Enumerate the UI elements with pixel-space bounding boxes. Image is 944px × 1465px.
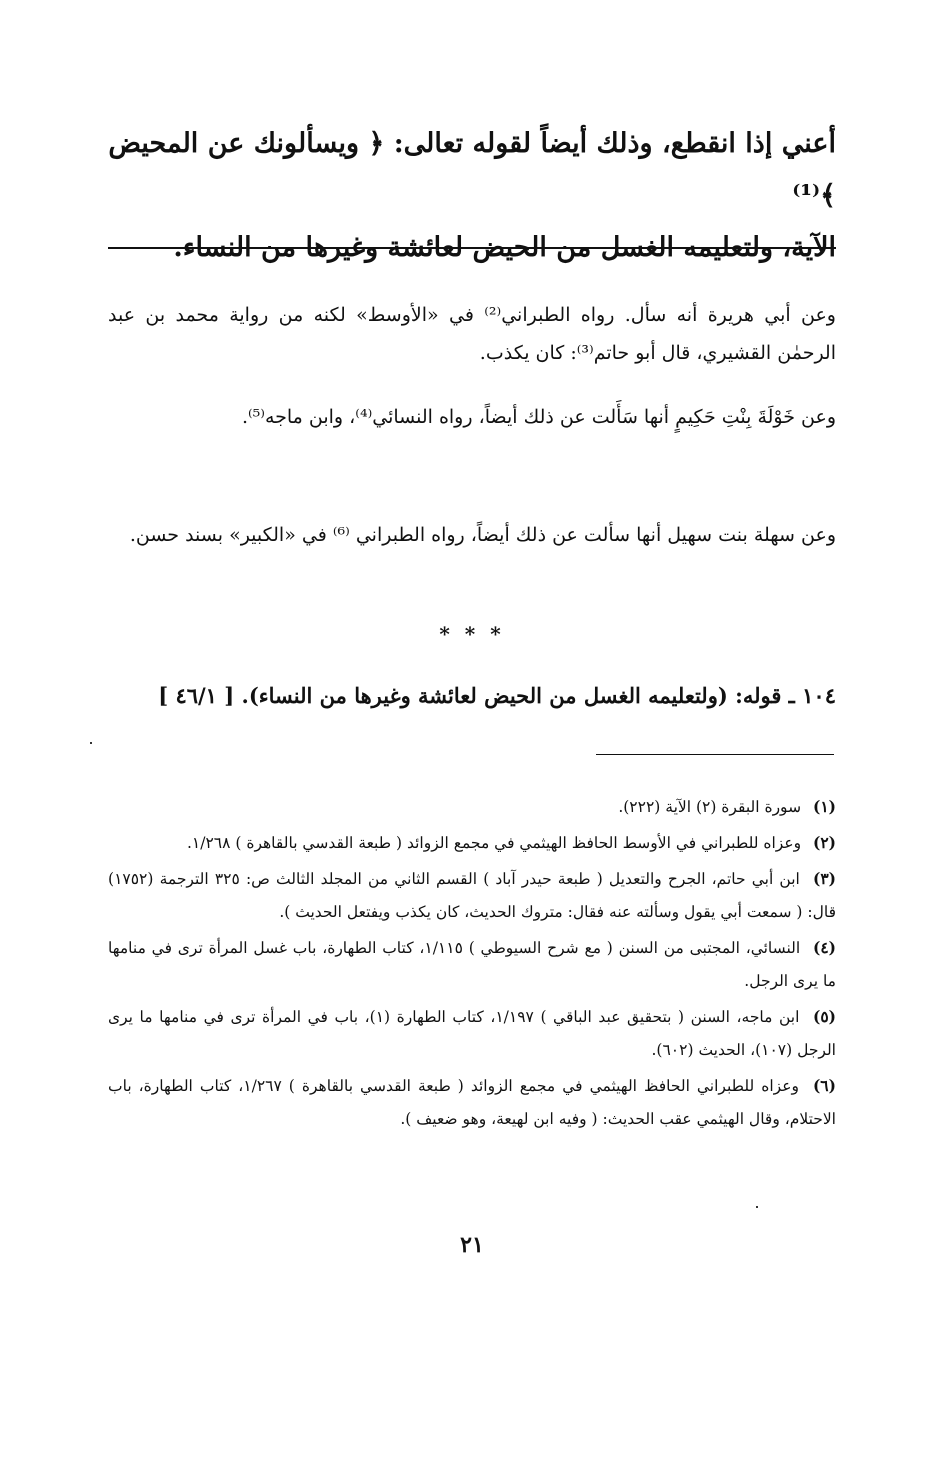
footnote-text: ابن أبي حاتم، الجرح والتعديل ( طبعة حيدر آباد ) القسم الثاني من المجلد الثالث ص: ٣٢٥ الترجمة (١٧٥٢) قال: ( سمعت أبي يقول وسألته عنه فقال: متروك الحديث، كان يكذب ويفتعل الحديث ). — [108, 870, 836, 921]
footnote-3 — [108, 862, 836, 929]
top-divider — [108, 247, 836, 249]
footnote-text: سورة البقرة (٢) الآية (٢٢٢). — [618, 798, 802, 816]
footnote-text: وعزاه للطبراني الحافظ الهيثمي في مجمع الزوائد ( طبعة القدسي بالقاهرة ) ١/٢٦٧، كتاب الطهارة، باب الاحتلام، وقال الهيثمي عقب الحديث: ( وفيه ابن لهيعة، وهو ضعيف ). — [108, 1077, 836, 1128]
scan-speck — [756, 1206, 758, 1208]
footnote-number: (٦) — [812, 1076, 836, 1095]
footnote-5 — [108, 1000, 836, 1067]
footnote-text: وعزاه للطبراني في الأوسط الحافظ الهيثمي في مجمع الزوائد ( طبعة القدسي بالقاهرة ) ١/٢٦٨. — [186, 834, 802, 852]
footnote-number: (١) — [812, 797, 836, 816]
footnote-number: (٤) — [812, 938, 836, 957]
footnote-number: (٢) — [812, 833, 836, 852]
footnote-text: ابن ماجه، السنن ( بتحقيق عبد الباقي ) ١/١٩٧، كتاب الطهارة (١)، باب في المرأة ترى في منامها ما يرى الرجل (١٠٧)، الحديث (٦٠٢). — [108, 1008, 836, 1059]
footnote-text: النسائي، المجتبى من السنن ( مع شرح السيوطي ) ١/١١٥، كتاب الطهارة، باب غسل المرأة ترى في منامها ما يرى الرجل. — [108, 939, 836, 990]
page-number: ٢١ — [460, 1232, 484, 1258]
footnote-divider — [596, 754, 834, 755]
intro-line-1: أعني إذا انقطع، وذلك أيضاً لقوله تعالى: ﴿ ويسألونك عن المحيض ﴾⁽¹⁾ — [108, 128, 836, 211]
section-heading: ١٠٤ ـ قوله: (ولتعليمه الغسل من الحيض لعائشة وغيرها من النساء). [ ٤٦/١ ] — [158, 683, 836, 708]
footnote-2 — [108, 826, 836, 860]
paragraph-khawla: وعن خَوْلَةَ بِنْتِ حَكِيمٍ أنها سَأَلت عن ذلك أيضاً، رواه النسائي⁽⁴⁾، وابن ماجه⁽⁵⁾. — [241, 406, 836, 428]
footnote-6 — [108, 1069, 836, 1136]
footnote-number: (٣) — [812, 869, 836, 888]
footnote-1 — [108, 790, 836, 824]
intro-text — [108, 118, 836, 274]
section-separator: * * * — [439, 622, 505, 646]
footnote-number: (٥) — [812, 1007, 836, 1026]
footnotes — [108, 790, 836, 1138]
footnote-4 — [108, 931, 836, 998]
scan-speck — [90, 742, 92, 744]
paragraph-abu-hurayra: وعن أبي هريرة أنه سأل. رواه الطبراني⁽²⁾ في «الأوسط» لكنه من رواية محمد بن عبد الرحمٰن القشيري، قال أبو حاتم⁽³⁾: كان يكذب. — [108, 304, 836, 364]
paragraph-sahla: وعن سهلة بنت سهيل أنها سألت عن ذلك أيضاً، رواه الطبراني ⁽⁶⁾ في «الكبير» بسند حسن. — [129, 524, 836, 546]
intro-line-2: الآية، ولتعليمه الغسل من الحيض لعائشة وغيرها من النساء. — [173, 232, 836, 263]
